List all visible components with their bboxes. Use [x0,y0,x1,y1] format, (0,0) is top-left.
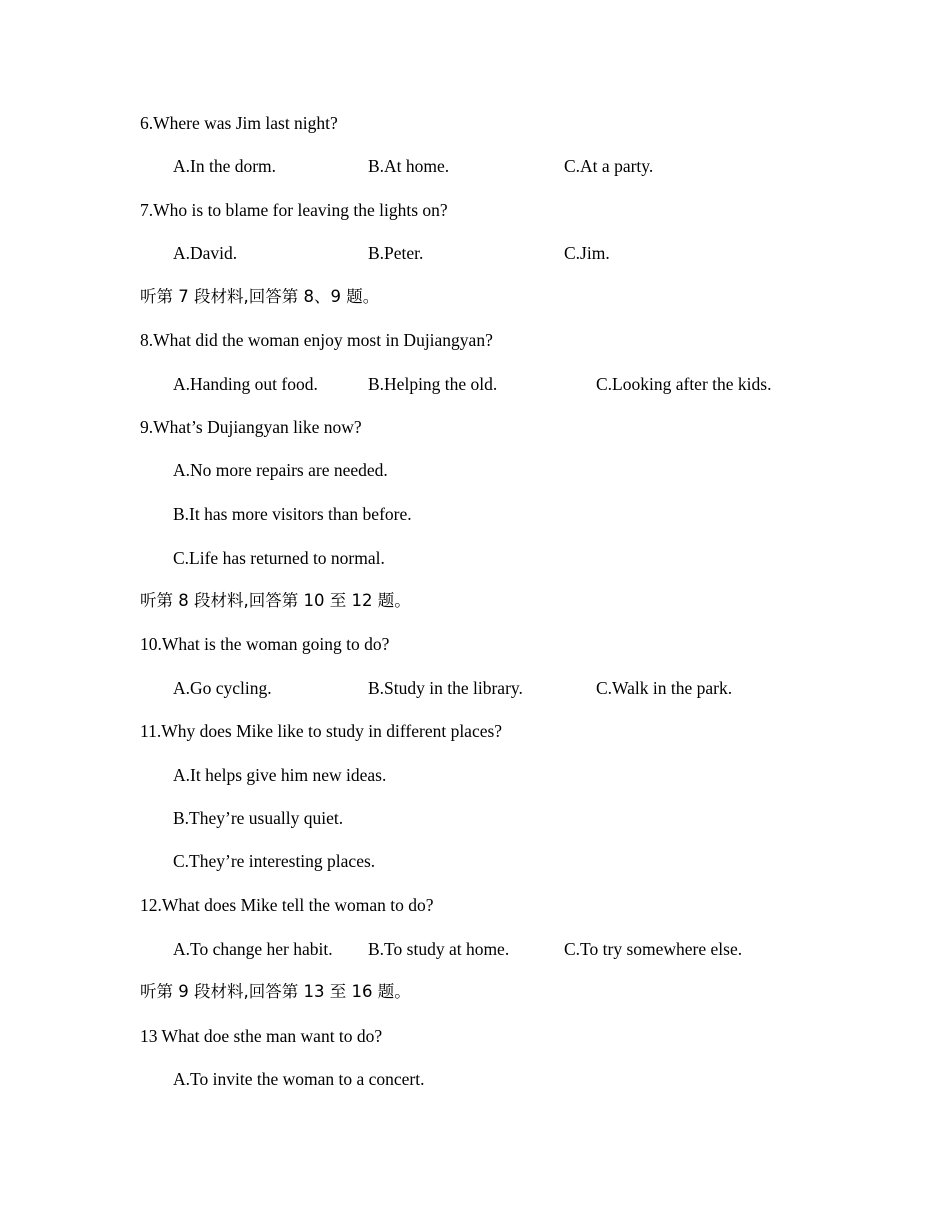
question-12: 12.What does Mike tell the woman to do? [140,895,434,915]
question-7-option-b: B.Peter. [368,243,424,263]
question-10: 10.What is the woman going to do? [140,634,390,654]
section-7-instruction: 听第 7 段材料,回答第 8、9 题。 [140,287,380,306]
question-9: 9.What’s Dujiangyan like now? [140,417,362,437]
question-8: 8.What did the woman enjoy most in Dujiangyan? [140,330,493,350]
question-9-option-a: A.No more repairs are needed. [173,460,388,480]
question-8-option-b: B.Helping the old. [368,374,498,394]
question-7-option-a: A.David. [173,243,238,263]
question-6-option-c: C.At a party. [564,156,654,176]
question-12-option-a: A.To change her habit. [173,939,333,959]
question-13: 13 What doe sthe man want to do? [140,1026,383,1046]
question-7-option-c: C.Jim. [564,243,610,263]
question-10-option-c: C.Walk in the park. [596,678,733,698]
question-7: 7.Who is to blame for leaving the lights on? [140,200,448,220]
question-11-option-b: B.They’re usually quiet. [173,808,344,828]
question-6-option-b: B.At home. [368,156,450,176]
question-8-option-c: C.Looking after the kids. [596,374,772,394]
question-13-option-a: A.To invite the woman to a concert. [173,1069,425,1089]
question-10-option-b: B.Study in the library. [368,678,523,698]
question-11: 11.Why does Mike like to study in different places? [140,721,503,741]
section-9-instruction: 听第 9 段材料,回答第 13 至 16 题。 [140,982,411,1001]
question-8-option-a: A.Handing out food. [173,374,318,394]
question-6-option-a: A.In the dorm. [173,156,277,176]
section-8-instruction: 听第 8 段材料,回答第 10 至 12 题。 [140,591,411,610]
question-11-option-a: A.It helps give him new ideas. [173,765,387,785]
question-12-option-c: C.To try somewhere else. [564,939,743,959]
question-9-option-c: C.Life has returned to normal. [173,548,385,568]
question-11-option-c: C.They’re interesting places. [173,851,376,871]
question-9-option-b: B.It has more visitors than before. [173,504,412,524]
question-10-option-a: A.Go cycling. [173,678,272,698]
question-6: 6.Where was Jim last night? [140,113,338,133]
question-12-option-b: B.To study at home. [368,939,510,959]
